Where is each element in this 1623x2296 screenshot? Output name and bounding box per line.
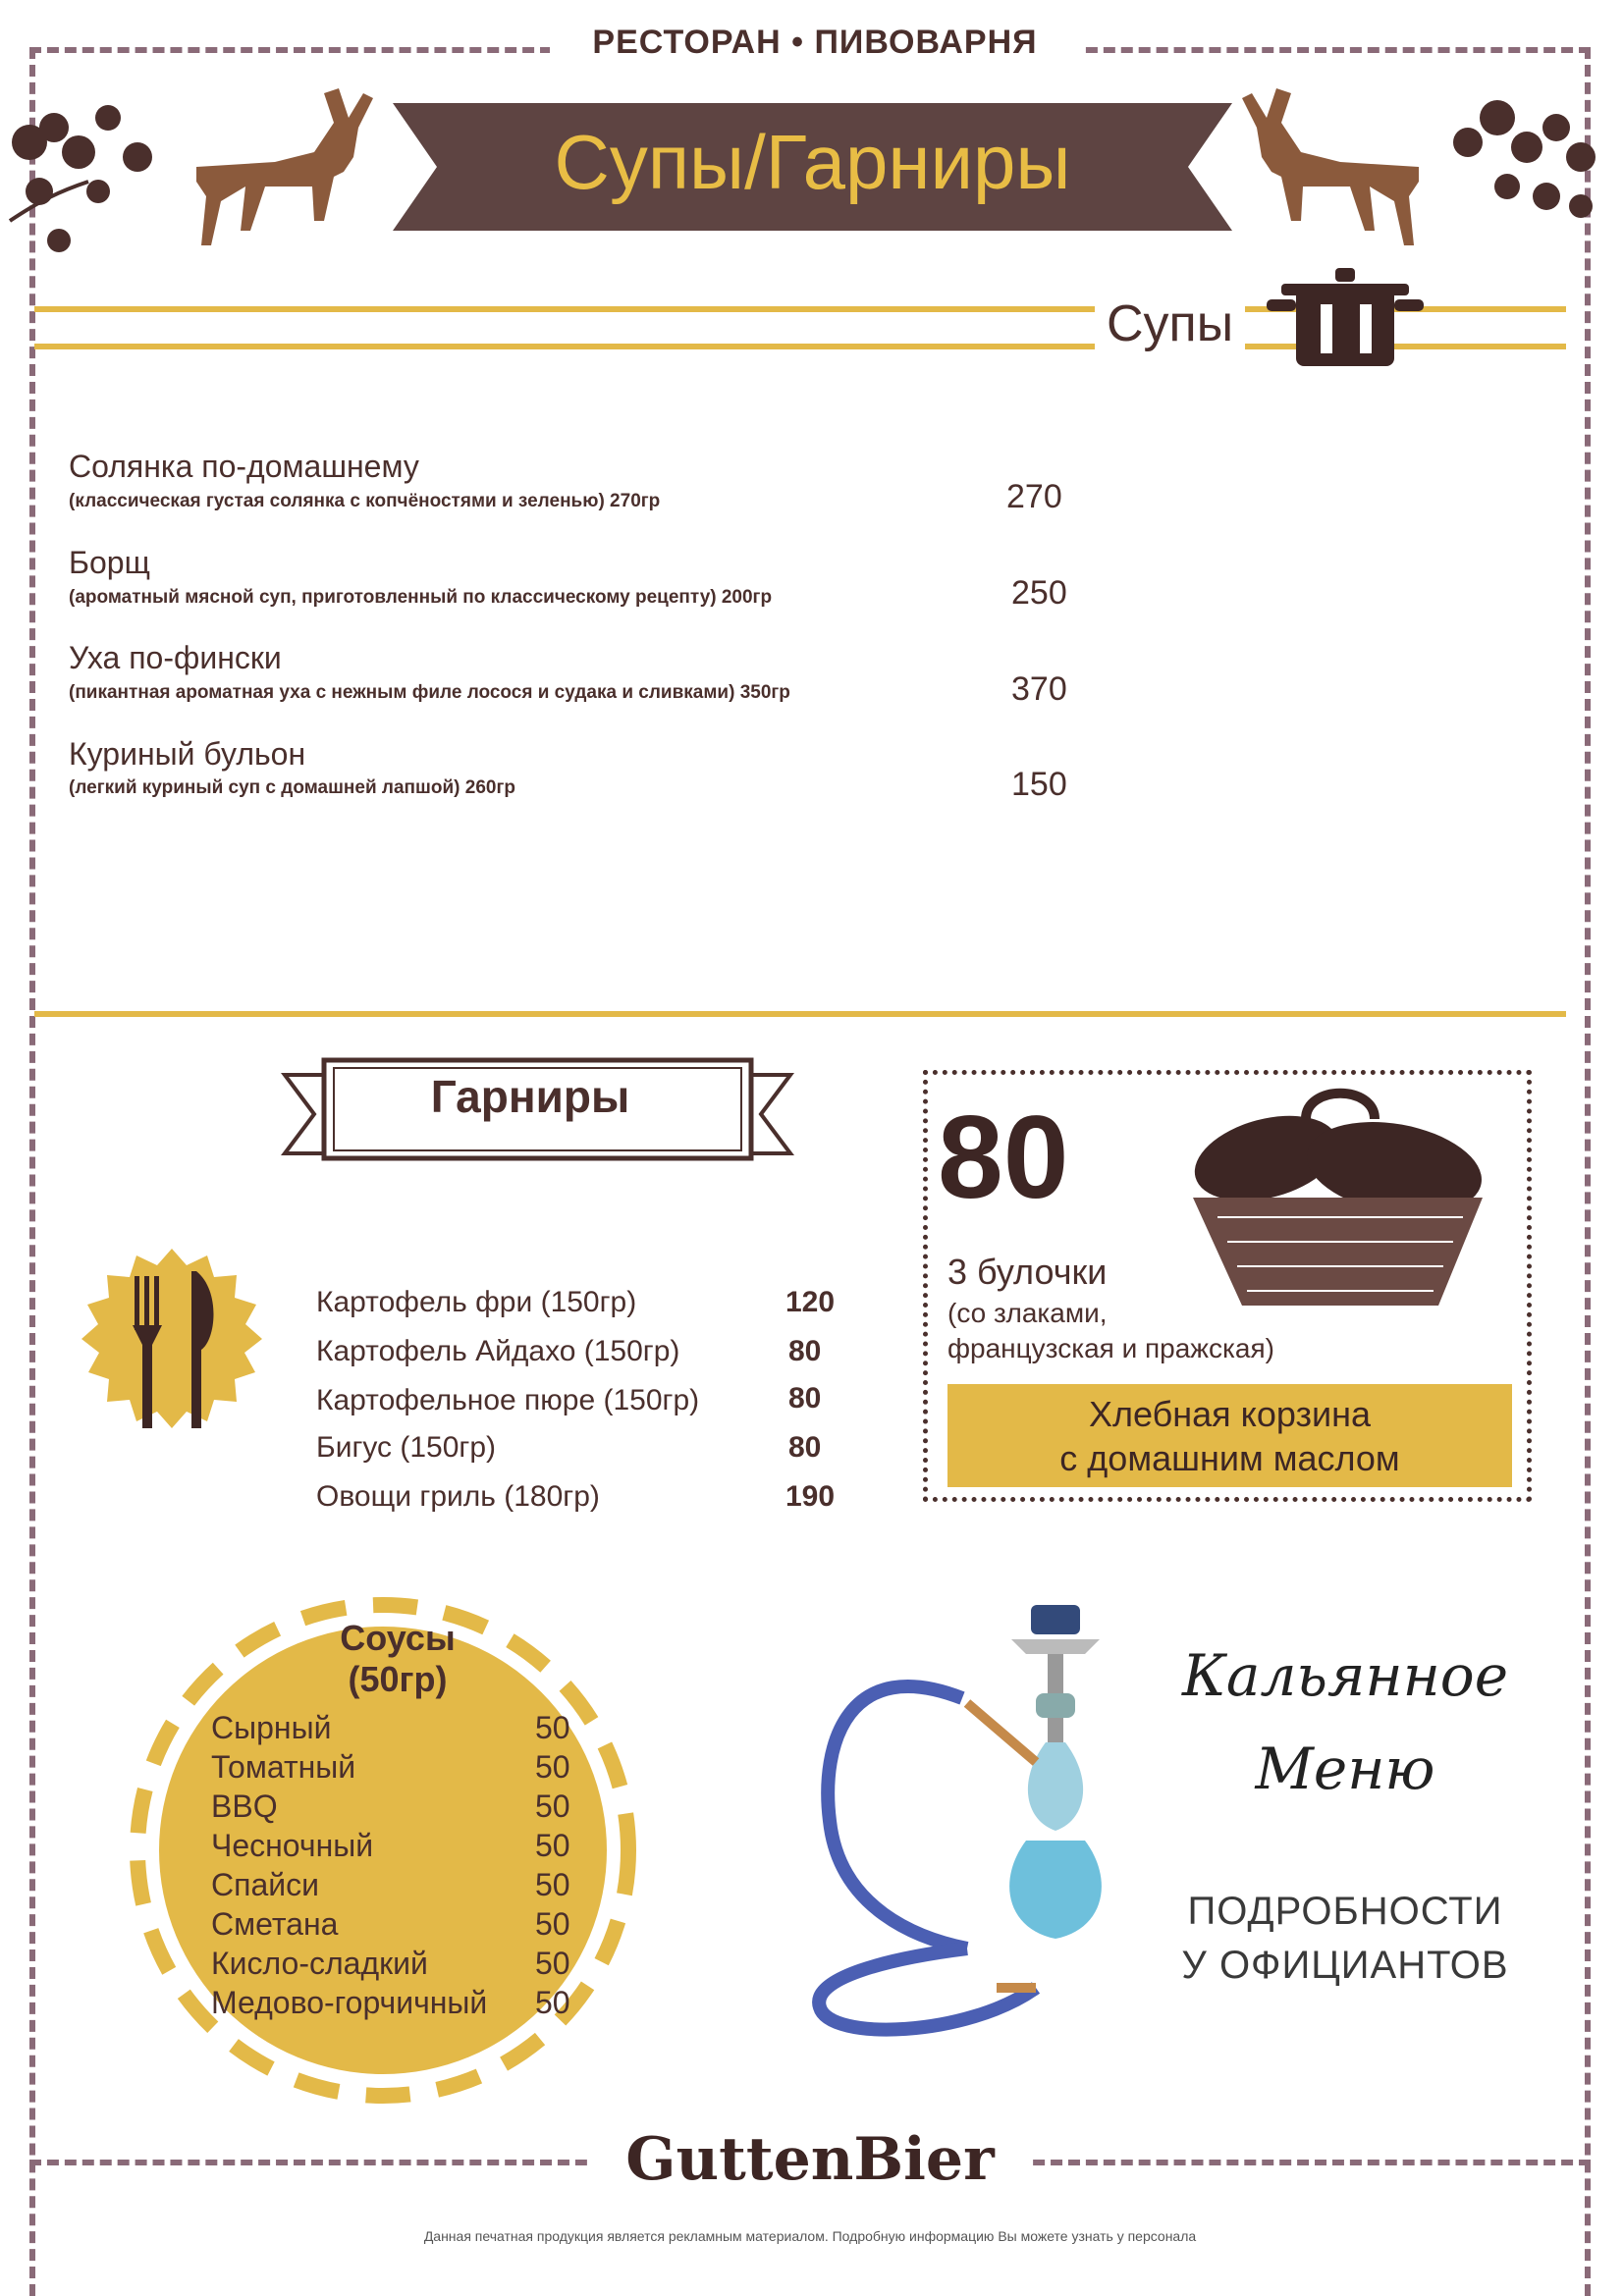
sauce-name: Медово-горчичный: [211, 1985, 488, 2020]
brand-logo: GuttenBier: [589, 2125, 1031, 2194]
soup-desc: (классическая густая солянка с копчёностями и зеленью) 270гр: [69, 491, 661, 511]
garnish-price: 190: [785, 1480, 836, 1513]
sauce-price: 50: [535, 1906, 570, 1942]
sauces-title-line: (50гр): [348, 1659, 448, 1699]
sauce-name: BBQ: [211, 1789, 278, 1824]
left-deer-decoration: [0, 83, 393, 255]
hookah-menu-title: [1139, 1629, 1551, 1816]
section-divider: [34, 1011, 1566, 1017]
garnish-price: 120: [785, 1286, 836, 1318]
soup-price: 270: [1006, 478, 1062, 515]
hookah-icon: [790, 1595, 1163, 2056]
bread-subdescription: [947, 1296, 1274, 1366]
sauce-name: Сырный: [211, 1710, 332, 1745]
bread-description: 3 булочки: [947, 1252, 1108, 1292]
page-title: Супы/Гарниры: [554, 119, 1071, 205]
garnish-name: Овощи гриль (180гр): [316, 1480, 600, 1513]
garnish-price: 80: [788, 1431, 822, 1464]
sauce-name: Спайси: [211, 1867, 319, 1902]
sauce-price: 50: [535, 1867, 570, 1902]
soup-name: Куриный бульон: [69, 736, 306, 772]
soup-desc: (ароматный мясной суп, приготовленный по классическому рецепту) 200гр: [69, 587, 773, 608]
hookah-note-line: ПОДРОБНОСТИ: [1187, 1890, 1503, 1933]
soup-name: Борщ: [69, 545, 150, 580]
garnish-name: Картофель Айдахо (150гр): [316, 1335, 680, 1367]
garnishes-section-title: Гарниры: [430, 1071, 630, 1122]
garnish-name: Бигус (150гр): [316, 1431, 497, 1464]
soup-price: 150: [1011, 766, 1067, 803]
bread-price: 80: [938, 1092, 1069, 1223]
bread-label-line: с домашним маслом: [1059, 1438, 1400, 1478]
sauce-price: 50: [535, 1789, 570, 1824]
fork-knife-icon: [54, 1222, 290, 1458]
hookah-title-line: Кальянное: [1181, 1642, 1509, 1709]
soup-pot-icon: [1267, 260, 1424, 373]
soup-desc: (пикантная ароматная уха с нежным филе лосося и судака и сливками) 350гр: [69, 682, 790, 703]
sauce-price: 50: [535, 1946, 570, 1981]
bread-label-line: Хлебная корзина: [1089, 1394, 1371, 1434]
right-deer-decoration: [1232, 59, 1605, 255]
soup-name: Уха по-фински: [69, 640, 282, 675]
footer-disclaimer: Данная печатная продукция является рекламным материалом. Подробную информацию Вы можете узнать у персонала: [423, 2228, 1197, 2244]
frame-right-border: [1585, 47, 1591, 2296]
garnish-name: Картофель фри (150гр): [316, 1286, 637, 1318]
soup-price: 250: [1011, 574, 1067, 612]
sauce-name: Томатный: [211, 1749, 356, 1785]
sauce-price: 50: [535, 1828, 570, 1863]
sauces-title-line: Соусы: [340, 1618, 456, 1658]
soup-name: Солянка по-домашнему: [69, 449, 419, 484]
garnish-name: Картофельное пюре (150гр): [316, 1384, 700, 1416]
sauce-name: Кисло-сладкий: [211, 1946, 428, 1981]
sauce-price: 50: [535, 1985, 570, 2020]
hookah-title-line: Меню: [1255, 1735, 1435, 1802]
soup-desc: (легкий куриный суп с домашней лапшой) 260гр: [69, 777, 515, 798]
sauce-price: 50: [535, 1749, 570, 1785]
sauces-title: [285, 1618, 511, 1700]
hookah-note: [1159, 1885, 1532, 1993]
sauce-price: 50: [535, 1710, 570, 1745]
soup-price: 370: [1011, 670, 1067, 708]
bread-basket-label: [947, 1384, 1512, 1487]
soups-section-title: Супы: [1095, 294, 1245, 353]
bread-sub-line: (со злаками,: [947, 1298, 1108, 1328]
hookah-note-line: У ОФИЦИАНТОВ: [1181, 1944, 1509, 1987]
restaurant-subtitle: РЕСТОРАН • ПИВОВАРНЯ: [550, 24, 1080, 62]
garnish-price: 80: [788, 1382, 822, 1415]
sauce-name: Сметана: [211, 1906, 339, 1942]
frame-left-border: [29, 47, 35, 2296]
garnish-price: 80: [788, 1335, 822, 1367]
sauce-name: Чесночный: [211, 1828, 374, 1863]
bread-basket-icon: [1159, 1080, 1512, 1325]
bread-sub-line: французская и пражская): [947, 1333, 1274, 1363]
